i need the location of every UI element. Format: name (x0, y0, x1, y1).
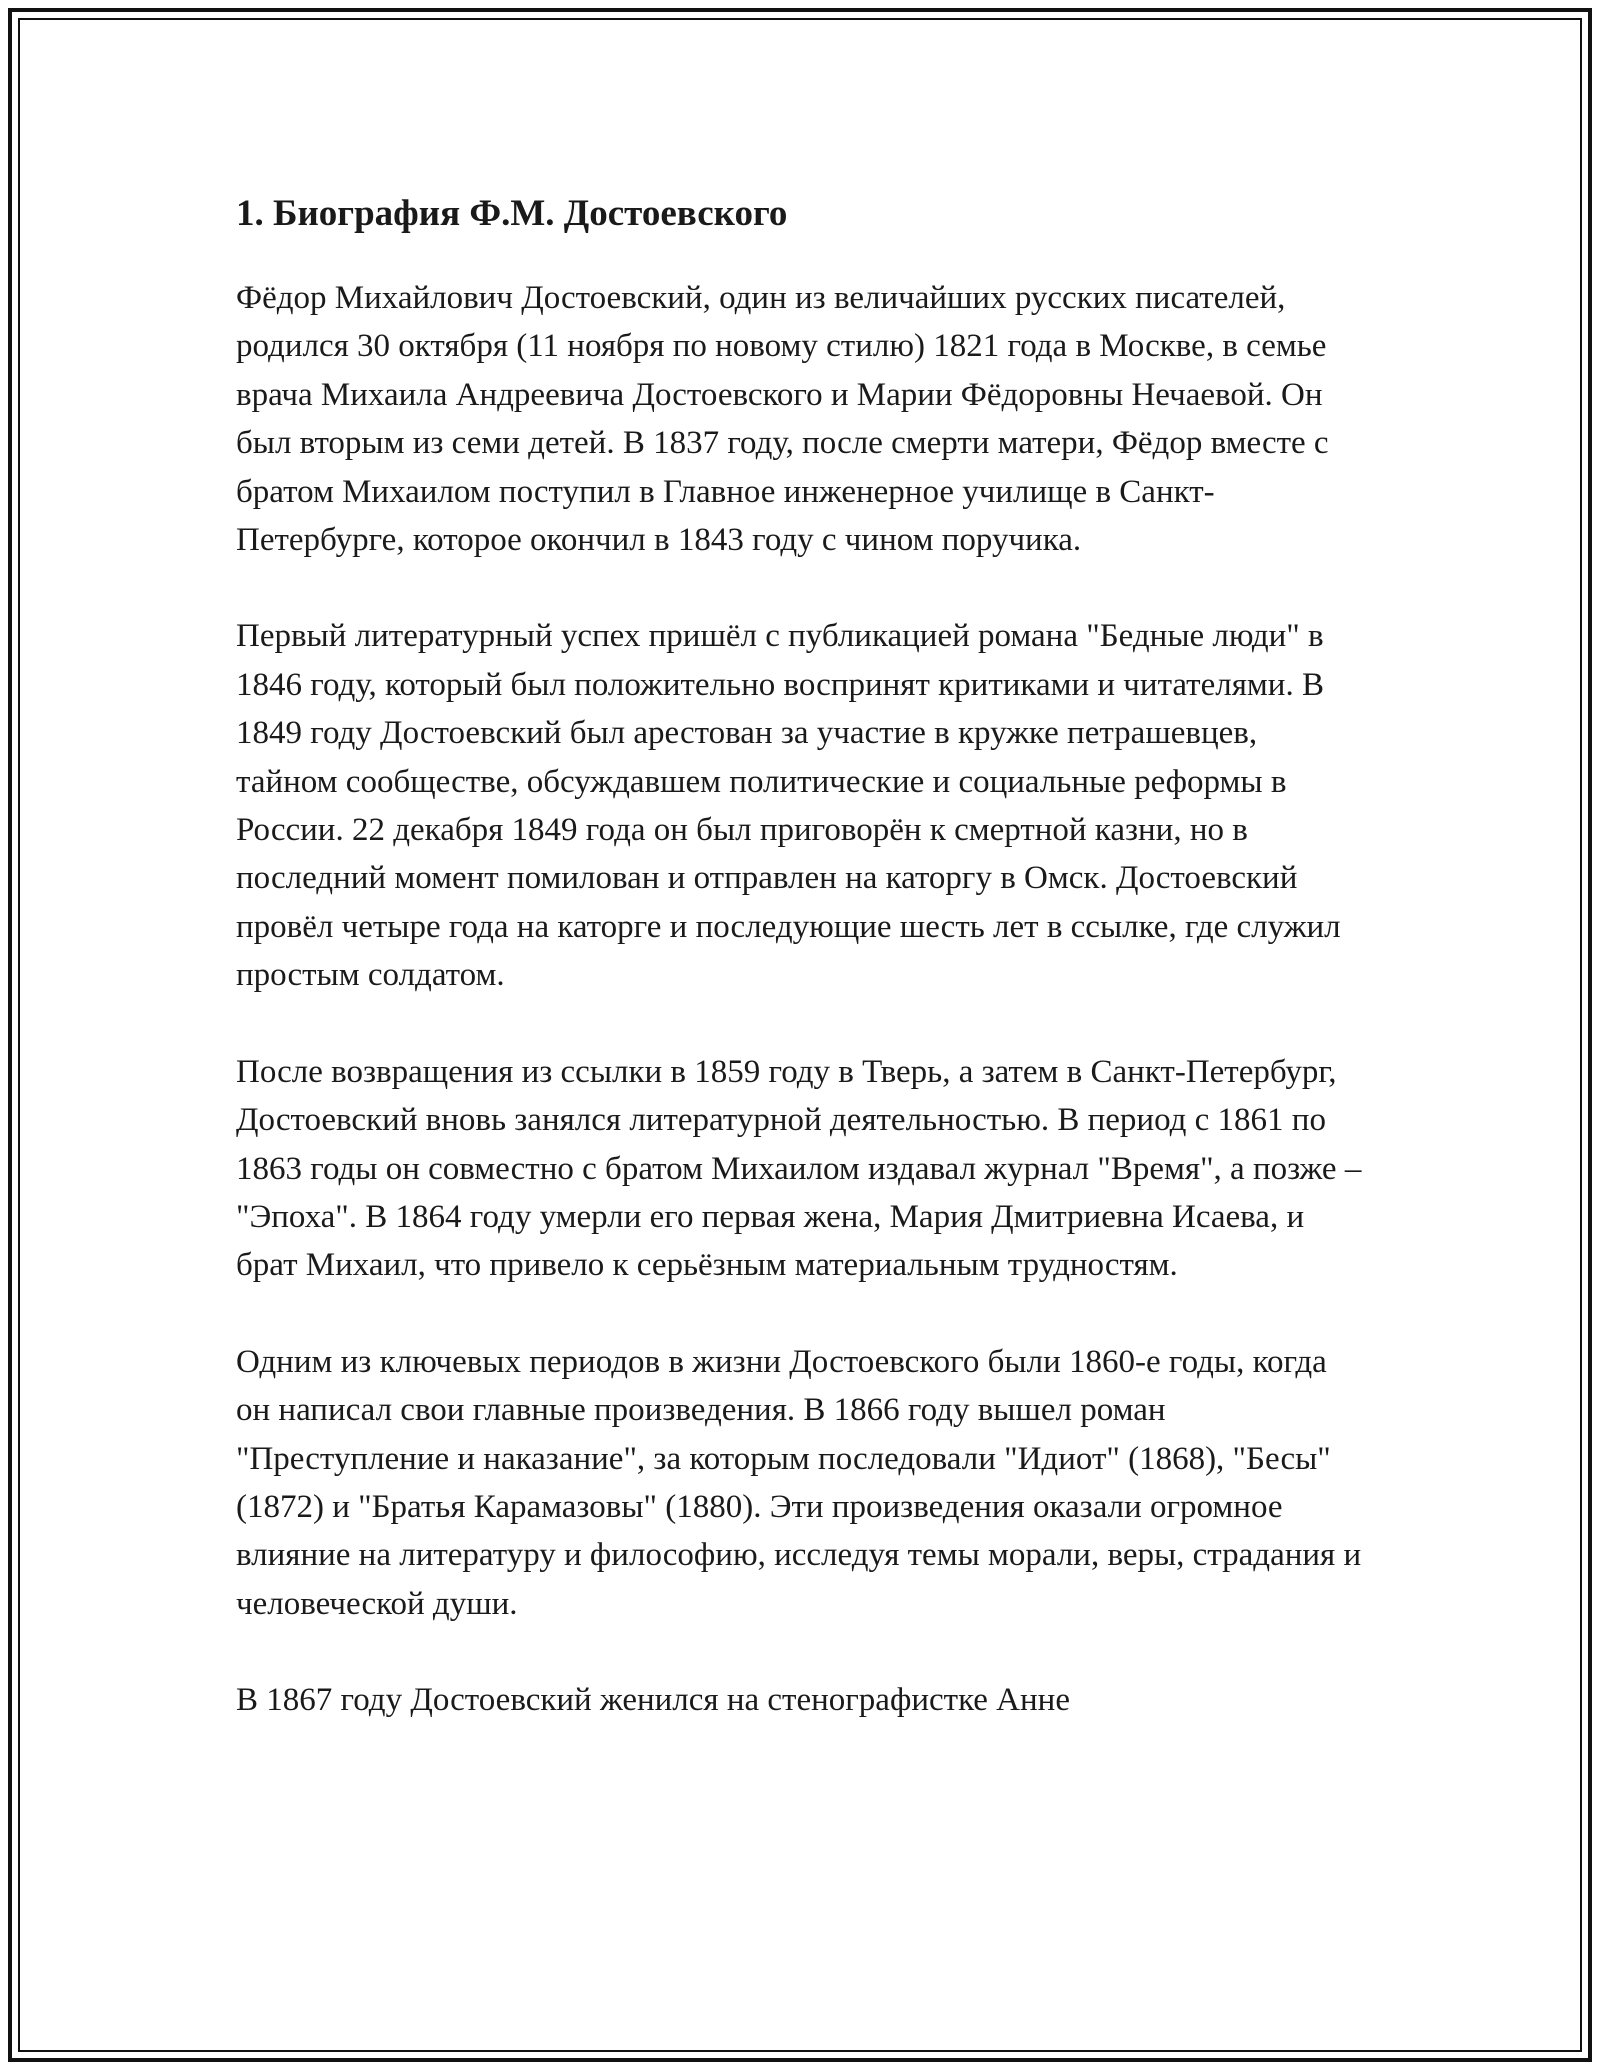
paragraph-early-life: Фёдор Михайлович Достоевский, один из величайших русских писателей, родился 30 октября (11 ноября по новому стилю) 1821 года в Москве, в семье врача Михаила Андреевича Достоевского и Марии Фёдоровны Нечаевой. Он был вторым из семи детей. В 1837 году, после смерти матери, Фёдор вместе с братом Михаилом поступил в Главное инженерное училище в Санкт-Петербурге, которое окончил в 1843 году с чином поручика. (236, 280, 1329, 559)
document-page (236, 186, 1366, 1773)
paragraph-marriage: В 1867 году Достоевский женился на стенографистке Анне (236, 1682, 1070, 1719)
paragraph-major-works: Одним из ключевых периодов в жизни Достоевского были 1860-е годы, когда он написал свои главные произведения. В 1866 году вышел роман "Преступление и наказание", за которым последовали "Идиот" (1868), "Бесы" (1872) и "Братья Карамазовы" (1880). Эти произведения оказали огромное влияние на литературу и философию, исследуя темы морали, веры, страдания и человеческой души. (236, 1343, 1362, 1622)
paragraph-return-from-exile: После возвращения из ссылки в 1859 году в Тверь, а затем в Санкт-Петербург, Достоевский вновь занялся литературной деятельностью. В период с 1861 по 1863 годы он совместно с братом Михаилом издавал журнал "Время", а позже – "Эпоха". В 1864 году умерли его первая жена, Мария Дмитриевна Исаева, и брат Михаил, что привело к серьёзным материальным трудностям. (236, 1053, 1362, 1284)
paragraph-literary-debut-and-exile: Первый литературный успех пришёл с публикацией романа "Бедные люди" в 1846 году, который был положительно воспринят критиками и читателями. В 1849 году Достоевский был арестован за участие в кружке петрашевцев, тайном сообществе, обсуждавшем политические и социальные реформы в России. 22 декабря 1849 года он был приговорён к смертной казни, но в последний момент помилован и отправлен на каторгу в Омск. Достоевский провёл четыре года на каторге и последующие шесть лет в ссылке, где служил простым солдатом. (236, 618, 1341, 994)
section-heading: 1. Биография Ф.М. Достоевского (236, 193, 788, 234)
